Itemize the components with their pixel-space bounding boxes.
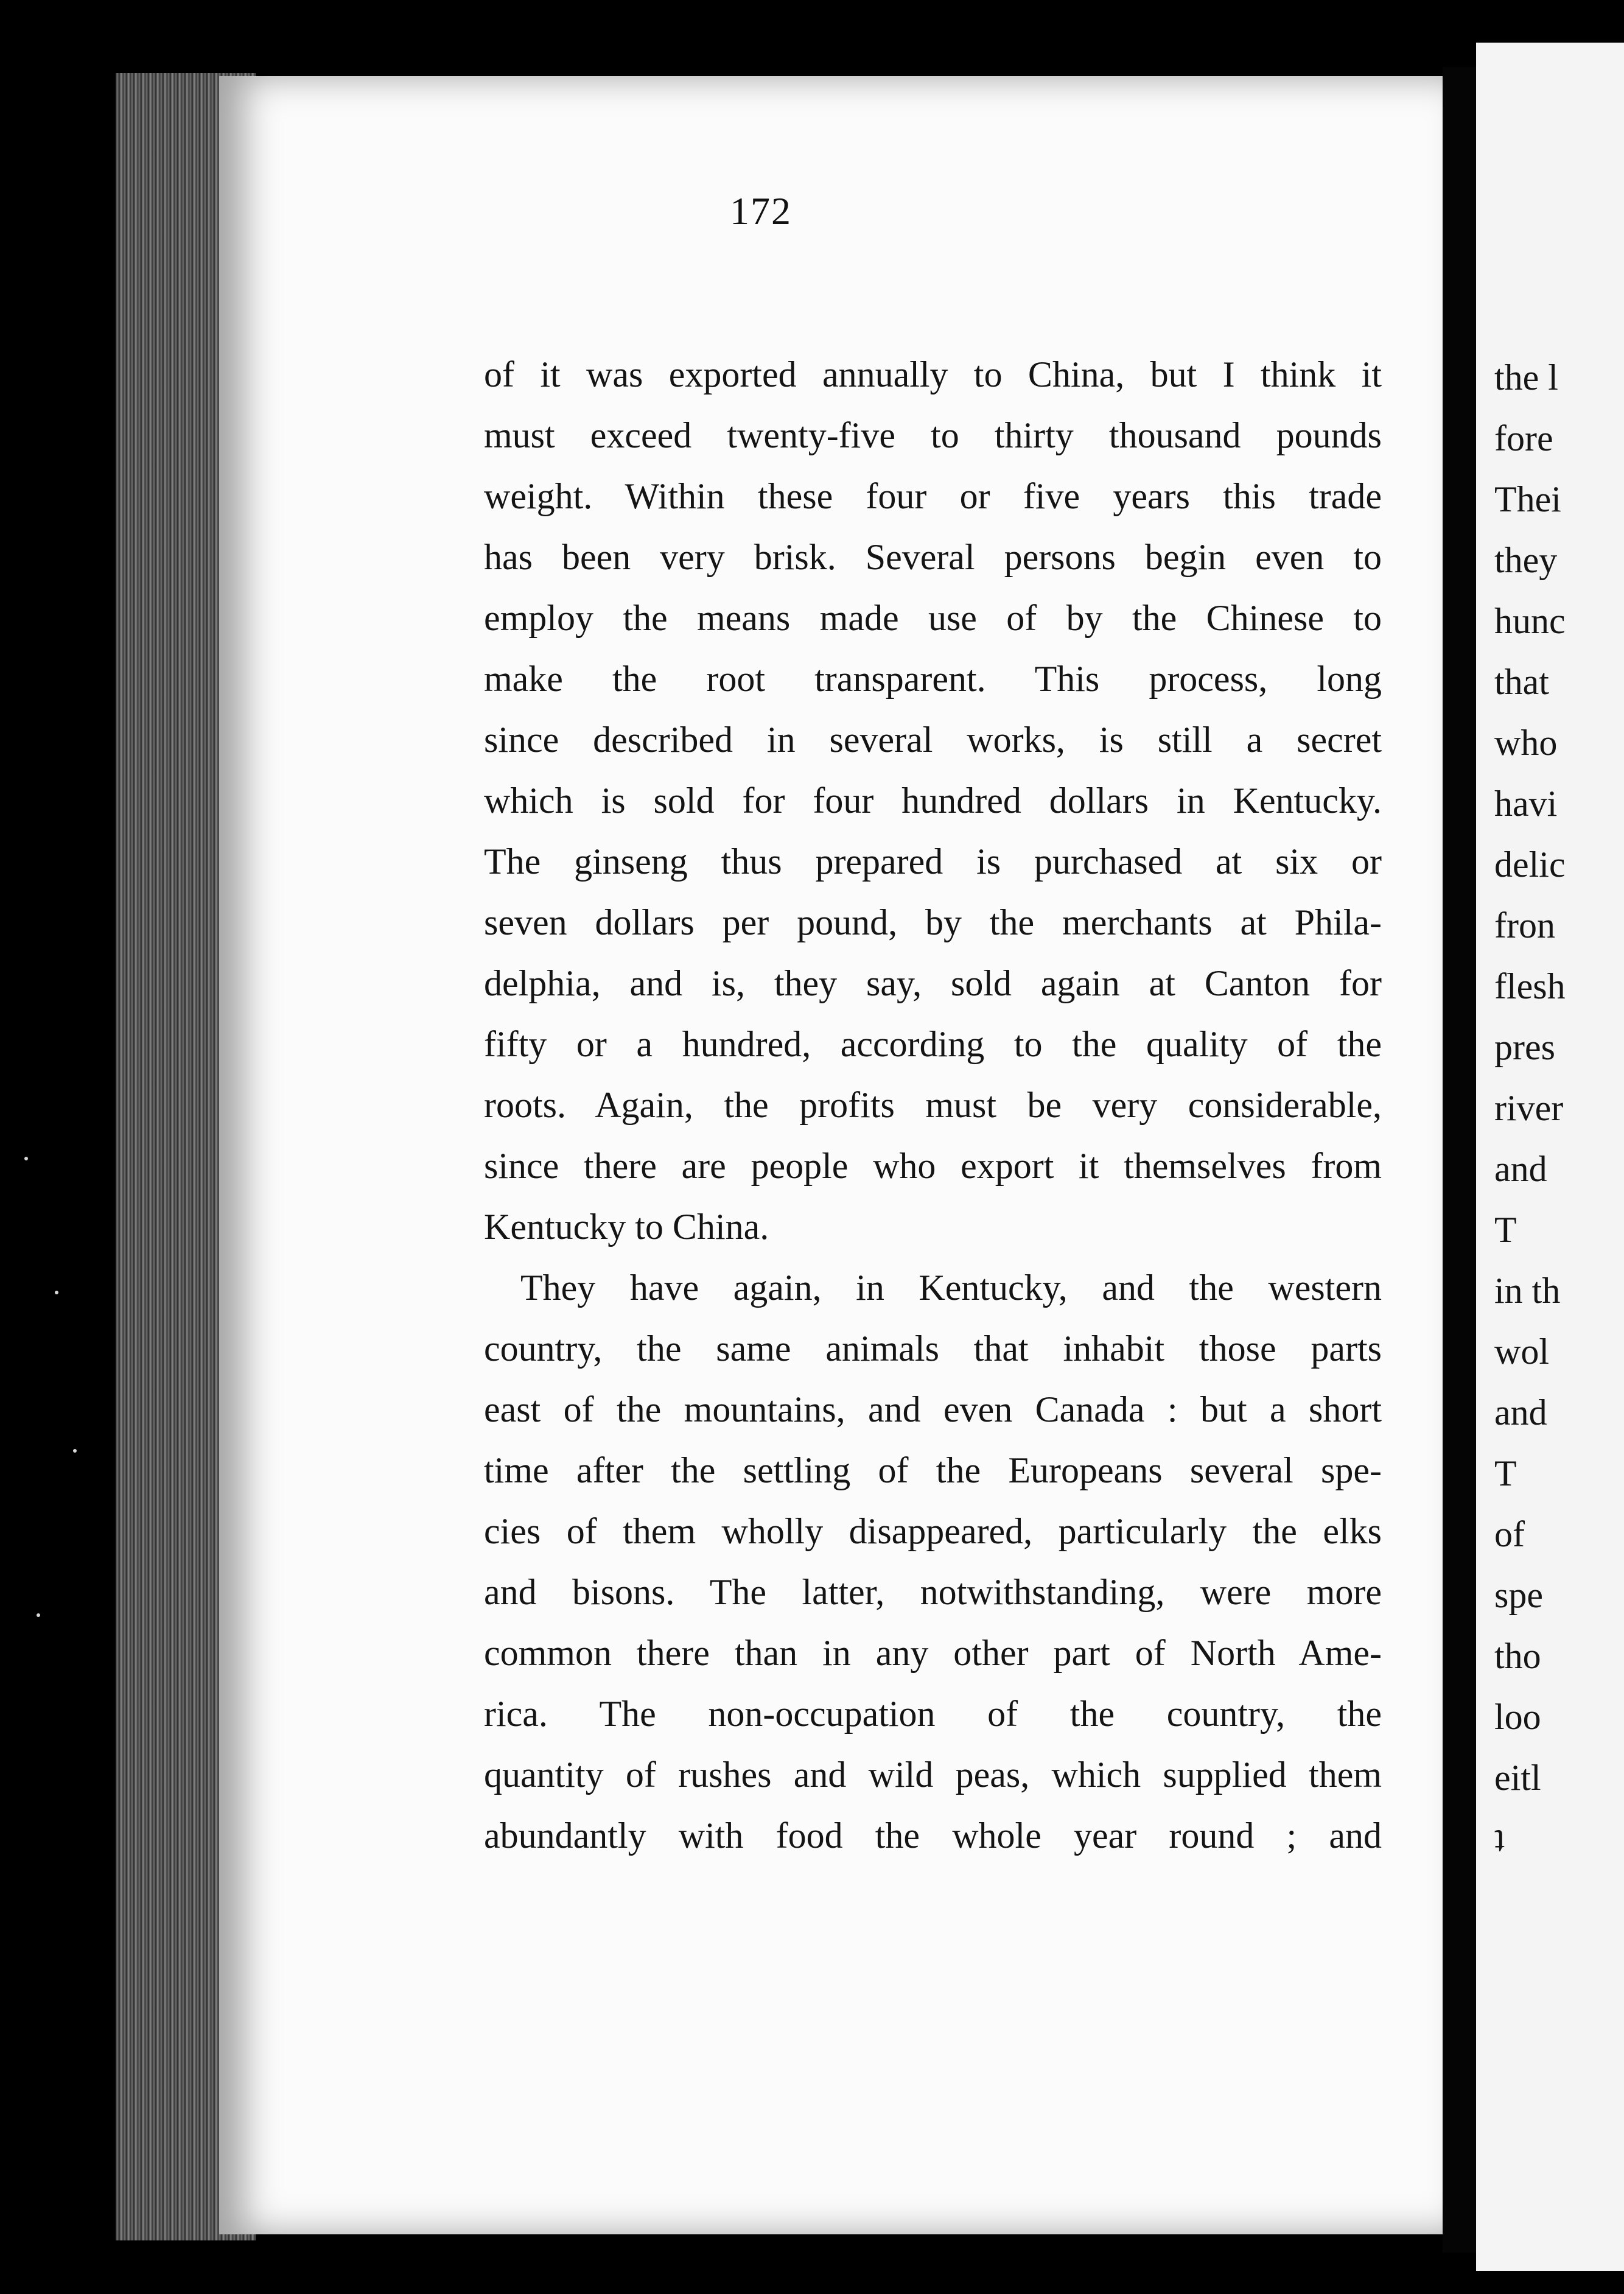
- text-line: time after the settling of the Europeans several spe-: [484, 1450, 1382, 1490]
- facing-line: tho: [1494, 1636, 1541, 1676]
- text-line: of it was exported annually to China, but I think it: [484, 354, 1382, 395]
- facing-line: in th: [1494, 1271, 1561, 1311]
- text-line: Kentucky to China.: [484, 1207, 769, 1247]
- facing-line: loo: [1494, 1697, 1541, 1737]
- facing-line: wol: [1494, 1331, 1549, 1372]
- text-line: east of the mountains, and even Canada : but a short: [484, 1389, 1382, 1429]
- page-number: 172: [730, 189, 792, 233]
- facing-line: and: [1494, 1392, 1547, 1433]
- text-line: cies of them wholly disappeared, particularly the elks: [484, 1511, 1382, 1551]
- facing-line: pres: [1494, 1027, 1555, 1067]
- scan-speck: [37, 1613, 40, 1617]
- facing-line: T: [1494, 1453, 1517, 1493]
- text-line: delphia, and is, they say, sold again at Canton for: [484, 963, 1382, 1003]
- facing-line: hunc: [1494, 601, 1566, 641]
- facing-line: flesh: [1494, 966, 1566, 1006]
- facing-line: they: [1494, 540, 1558, 580]
- text-line: has been very brisk. Several persons begin even to: [484, 537, 1382, 577]
- text-line: seven dollars per pound, by the merchants at Phila-: [484, 902, 1382, 942]
- scan-speck: [55, 1291, 58, 1294]
- text-line: and bisons. The latter, notwithstanding, were more: [484, 1572, 1382, 1612]
- text-line: rica. The non-occupation of the country, the: [484, 1694, 1382, 1734]
- text-line: roots. Again, the profits must be very considerable,: [484, 1085, 1382, 1125]
- text-line: The ginseng thus prepared is purchased at six or: [484, 841, 1382, 882]
- facing-line: the l: [1494, 357, 1558, 398]
- facing-line: ʇ: [1494, 1819, 1505, 1859]
- page-body-text: [484, 344, 1382, 1866]
- facing-line: of: [1494, 1514, 1525, 1554]
- scan-speck: [73, 1449, 77, 1453]
- facing-line: and: [1494, 1149, 1547, 1189]
- facing-line: eitl: [1494, 1758, 1541, 1798]
- text-line: quantity of rushes and wild peas, which supplied them: [484, 1755, 1382, 1795]
- facing-line: spe: [1494, 1575, 1543, 1615]
- text-line: which is sold for four hundred dollars in Kentucky.: [484, 780, 1382, 821]
- text-line: weight. Within these four or five years this trade: [484, 476, 1382, 516]
- book-gutter: [1443, 67, 1476, 2253]
- text-line: since there are people who export it themselves from: [484, 1146, 1382, 1186]
- text-line: since described in several works, is still a secret: [484, 720, 1382, 760]
- facing-line: who: [1494, 723, 1558, 763]
- facing-page: [1476, 43, 1624, 2271]
- text-line: make the root transparent. This process, long: [484, 659, 1382, 699]
- text-line: They have again, in Kentucky, and the western: [520, 1268, 1382, 1308]
- facing-line: havi: [1494, 784, 1558, 824]
- facing-line: river: [1494, 1088, 1564, 1128]
- facing-line: delic: [1494, 844, 1566, 885]
- text-line: country, the same animals that inhabit those parts: [484, 1328, 1382, 1369]
- text-line: abundantly with food the whole year round ; and: [484, 1815, 1382, 1856]
- facing-line: fron: [1494, 905, 1555, 945]
- facing-line: Thei: [1494, 479, 1561, 519]
- text-line: must exceed twenty-five to thirty thousand pounds: [484, 415, 1382, 455]
- scan-speck: [24, 1157, 28, 1160]
- facing-page-text: [1494, 347, 1624, 1869]
- facing-line: fore: [1494, 418, 1553, 458]
- text-line: common there than in any other part of North Ame-: [484, 1633, 1382, 1673]
- facing-line: that: [1494, 662, 1549, 702]
- facing-line: T: [1494, 1210, 1517, 1250]
- text-line: employ the means made use of by the Chinese to: [484, 598, 1382, 638]
- text-line: fifty or a hundred, according to the quality of the: [484, 1024, 1382, 1064]
